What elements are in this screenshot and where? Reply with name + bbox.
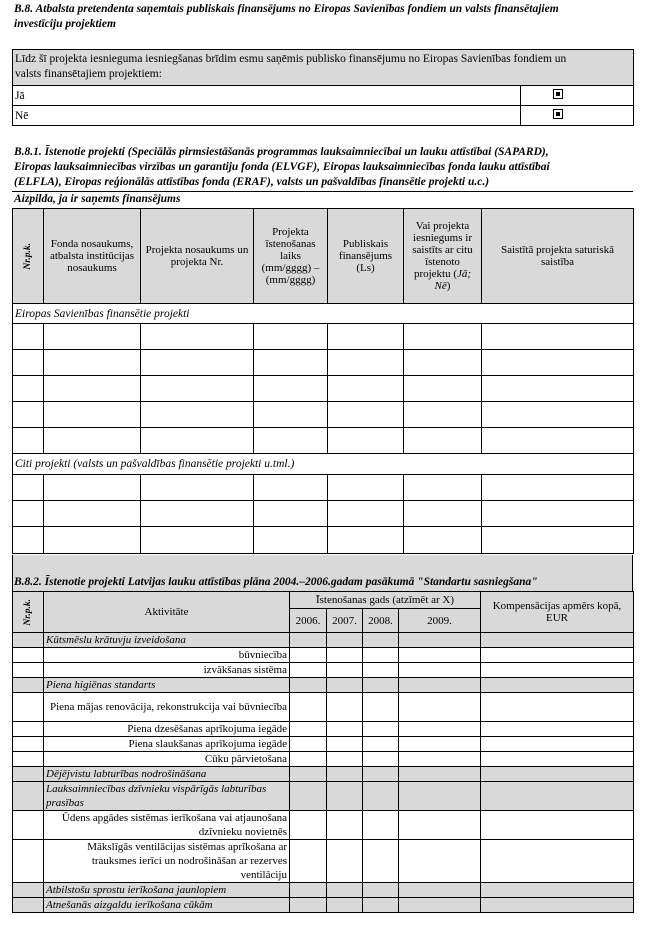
- b82-row-nr[interactable]: [13, 898, 44, 913]
- b82-item-label: Ūdens apgādes sistēmas ierīkošana vai atjaunošana dzīvnieku novietnēs: [44, 811, 290, 840]
- b81-other-cell[interactable]: [404, 527, 482, 554]
- b82-row: [13, 782, 634, 811]
- b82-col-years: Īstenošanas gads (atzīmēt ar X): [290, 592, 481, 609]
- b82-value-cell[interactable]: [327, 663, 363, 678]
- b82-row-nr[interactable]: [13, 678, 44, 693]
- b82-row-nr[interactable]: [13, 633, 44, 648]
- b82-section-label: Atnešanās aizgaldu ierīkošana cūkām: [44, 898, 290, 913]
- b82-value-cell[interactable]: [481, 752, 634, 767]
- b82-row: [13, 648, 634, 663]
- b82-value-cell[interactable]: [481, 883, 634, 898]
- b81-other-cell[interactable]: [254, 475, 328, 501]
- b81-other-cell[interactable]: [13, 475, 44, 501]
- b82-value-cell[interactable]: [327, 678, 363, 693]
- b82-value-cell[interactable]: [290, 752, 327, 767]
- b81-eu-cell[interactable]: [328, 350, 404, 376]
- b81-title-rule: [12, 191, 633, 192]
- b81-eu-cell[interactable]: [404, 376, 482, 402]
- b82-value-cell[interactable]: [363, 898, 399, 913]
- b82-value-cell[interactable]: [327, 840, 363, 883]
- b81-eu-cell[interactable]: [482, 428, 634, 454]
- b82-row: [13, 633, 634, 648]
- b82-row-nr[interactable]: [13, 782, 44, 811]
- b82-value-cell[interactable]: [481, 782, 634, 811]
- b81-eu-cell[interactable]: [482, 350, 634, 376]
- b82-item-label: izvākšanas sistēma: [44, 663, 290, 678]
- b82-value-cell[interactable]: [290, 811, 327, 840]
- b82-value-cell[interactable]: [481, 722, 634, 737]
- b82-section-label: Dējējvistu labturības nodrošināšana: [44, 767, 290, 782]
- b82-value-cell[interactable]: [481, 633, 634, 648]
- b82-value-cell[interactable]: [363, 663, 399, 678]
- b81-col-time: Projekta īstenošanas laiks (mm/gggg) – (mm/gggg): [254, 209, 328, 304]
- b81-eu-cell[interactable]: [44, 428, 141, 454]
- b81-eu-cell[interactable]: [141, 324, 254, 350]
- b81-eu-cell[interactable]: [328, 428, 404, 454]
- b81-other-cell[interactable]: [328, 527, 404, 554]
- b81-eu-cell[interactable]: [404, 324, 482, 350]
- b82-year-2006: 2006.: [290, 609, 327, 633]
- b81-eu-cell[interactable]: [13, 402, 44, 428]
- b82-value-cell[interactable]: [327, 898, 363, 913]
- b82-row-nr[interactable]: [13, 722, 44, 737]
- b82-row-nr[interactable]: [13, 883, 44, 898]
- b8-question: Līdz šī projekta iesnieguma iesniegšanas brīdim esmu saņēmis publisko finansējumu no Eiropas Savienības fondiem un valsts finansētajiem projektiem:: [13, 50, 634, 86]
- b82-col-nr: Nr.p.k.: [13, 592, 44, 633]
- b82-value-cell[interactable]: [363, 737, 399, 752]
- b82-value-cell[interactable]: [399, 811, 481, 840]
- b81-eu-cell[interactable]: [254, 402, 328, 428]
- b82-item-label: Piena slaukšanas aprīkojuma iegāde: [44, 737, 290, 752]
- b82-row-nr[interactable]: [13, 737, 44, 752]
- b82-value-cell[interactable]: [481, 693, 634, 722]
- b82-value-cell[interactable]: [290, 722, 327, 737]
- b81-eu-cell[interactable]: [13, 428, 44, 454]
- b82-value-cell[interactable]: [399, 678, 481, 693]
- b81-eu-cell[interactable]: [328, 402, 404, 428]
- b82-item-label: Cūku pārvietošana: [44, 752, 290, 767]
- b8-option-yes-label: Jā: [13, 86, 521, 106]
- b82-value-cell[interactable]: [290, 663, 327, 678]
- b81-col-nr: Nr.p.k.: [13, 209, 44, 304]
- b8-option-no-cell: [521, 106, 634, 126]
- b82-value-cell[interactable]: [327, 883, 363, 898]
- b82-value-cell[interactable]: [399, 722, 481, 737]
- b82-value-cell[interactable]: [481, 648, 634, 663]
- b82-row: [13, 693, 634, 722]
- b82-value-cell[interactable]: [399, 737, 481, 752]
- b82-value-cell[interactable]: [481, 898, 634, 913]
- b81-eu-cell[interactable]: [44, 376, 141, 402]
- b82-row: [13, 722, 634, 737]
- b81-other-cell[interactable]: [482, 501, 634, 527]
- b81-other-cell[interactable]: [141, 475, 254, 501]
- b82-value-cell[interactable]: [399, 883, 481, 898]
- b81-eu-row: [13, 428, 634, 454]
- b81-other-cell[interactable]: [482, 527, 634, 554]
- b82-year-2008: 2008.: [363, 609, 399, 633]
- b81-other-cell[interactable]: [44, 501, 141, 527]
- b82-value-cell[interactable]: [481, 678, 634, 693]
- b82-value-cell[interactable]: [399, 752, 481, 767]
- b82-value-cell[interactable]: [327, 767, 363, 782]
- b82-row-nr[interactable]: [13, 767, 44, 782]
- b82-value-cell[interactable]: [327, 782, 363, 811]
- b82-row-nr[interactable]: [13, 648, 44, 663]
- b81-eu-cell[interactable]: [141, 428, 254, 454]
- b8-option-yes-cell: [521, 86, 634, 106]
- b82-value-cell[interactable]: [363, 883, 399, 898]
- b81-eu-cell[interactable]: [13, 376, 44, 402]
- b82-value-cell[interactable]: [363, 752, 399, 767]
- b81-other-cell[interactable]: [404, 475, 482, 501]
- b81-eu-cell[interactable]: [141, 350, 254, 376]
- b82-value-cell[interactable]: [290, 648, 327, 663]
- b82-value-cell[interactable]: [290, 678, 327, 693]
- b81-other-row: [13, 527, 634, 554]
- b82-item-label: būvniecība: [44, 648, 290, 663]
- b82-row: [13, 663, 634, 678]
- b82-value-cell[interactable]: [290, 898, 327, 913]
- b82-value-cell[interactable]: [327, 811, 363, 840]
- b81-section-eu: Eiropas Savienības finansētie projekti: [13, 304, 634, 324]
- b81-other-cell[interactable]: [328, 501, 404, 527]
- b82-row-nr[interactable]: [13, 811, 44, 840]
- b82-value-cell[interactable]: [399, 898, 481, 913]
- b82-value-cell[interactable]: [363, 811, 399, 840]
- b8-option-no-label: Nē: [13, 106, 521, 126]
- b82-value-cell[interactable]: [481, 663, 634, 678]
- b82-value-cell[interactable]: [363, 840, 399, 883]
- b82-col-activity: Aktivitāte: [44, 592, 290, 633]
- b81-other-cell[interactable]: [44, 527, 141, 554]
- b82-value-cell[interactable]: [363, 767, 399, 782]
- b82-year-2007: 2007.: [327, 609, 363, 633]
- b82-value-cell[interactable]: [363, 633, 399, 648]
- b81-eu-cell[interactable]: [328, 324, 404, 350]
- b82-value-cell[interactable]: [481, 737, 634, 752]
- b82-item-label: Piena mājas renovācija, rekonstrukcija vai būvniecība: [44, 693, 290, 722]
- b82-value-cell[interactable]: [290, 693, 327, 722]
- b82-row-nr[interactable]: [13, 663, 44, 678]
- b81-eu-row: [13, 402, 634, 428]
- b82-value-cell[interactable]: [327, 752, 363, 767]
- b82-value-cell[interactable]: [399, 693, 481, 722]
- b81-eu-cell[interactable]: [13, 324, 44, 350]
- b81-other-cell[interactable]: [328, 475, 404, 501]
- b82-value-cell[interactable]: [399, 633, 481, 648]
- b81-eu-cell[interactable]: [13, 350, 44, 376]
- b81-eu-cell[interactable]: [141, 402, 254, 428]
- b8-title-line1: B.8. Atbalsta pretendenta saņemtais publiskais finansējums no Eiropas Savienības fondiem un valsts finansētajiem: [14, 3, 559, 15]
- b82-value-cell[interactable]: [481, 811, 634, 840]
- b82-row: [13, 898, 634, 913]
- b81-other-row: [13, 501, 634, 527]
- b81-col-project: Projekta nosaukums un projekta Nr.: [141, 209, 254, 304]
- b82-row-nr[interactable]: [13, 840, 44, 883]
- b8-title-line2: investīciju projektiem: [14, 18, 116, 30]
- b82-value-cell[interactable]: [327, 722, 363, 737]
- b81-other-cell[interactable]: [13, 527, 44, 554]
- b81-other-cell[interactable]: [141, 527, 254, 554]
- b81-section-other: Citi projekti (valsts un pašvaldības finansētie projekti u.tml.): [13, 454, 634, 475]
- b82-section-label: Lauksaimniecības dzīvnieku vispārīgās labturības prasības: [44, 782, 290, 811]
- b82-value-cell[interactable]: [290, 883, 327, 898]
- b82-year-2009: 2009.: [399, 609, 481, 633]
- b82-value-cell[interactable]: [327, 633, 363, 648]
- b82-title: B.8.2. Īstenotie projekti Latvijas lauku attīstības plāna 2004.–2006.gadam pasākumā "Standartu sasniegšana": [14, 576, 538, 588]
- b82-value-cell[interactable]: [327, 693, 363, 722]
- b81-eu-cell[interactable]: [44, 324, 141, 350]
- b82-item-label: Piena dzesēšanas aprīkojuma iegāde: [44, 722, 290, 737]
- b81-eu-cell[interactable]: [482, 402, 634, 428]
- b81-eu-row: [13, 350, 634, 376]
- b81-col-funding: Publiskais finansējums (Ls): [328, 209, 404, 304]
- b82-value-cell[interactable]: [290, 633, 327, 648]
- b81-other-cell[interactable]: [482, 475, 634, 501]
- b81-other-cell[interactable]: [141, 501, 254, 527]
- checkbox-yes[interactable]: [553, 89, 563, 99]
- b81-eu-cell[interactable]: [254, 324, 328, 350]
- b82-row: [13, 767, 634, 782]
- b81-title: B.8.1. Īstenotie projekti (Speciālās pirmsiestāšanās programmas lauksaimniecībai un lauku attīstībai (SAPARD), Eiropas lauksaimniecības virzības un garantiju fonda (ELVGF), Eiropas lauksaimniecības fonda lauku attīstībai (ELFLA), Eiropas reģionālās attīstības fonda (ERAF), valsts un pašvaldības finansētie projekti u.c.): [14, 146, 550, 188]
- b82-row-nr[interactable]: [13, 752, 44, 767]
- b82-value-cell[interactable]: [363, 693, 399, 722]
- b81-eu-cell[interactable]: [482, 376, 634, 402]
- b81-table: [12, 208, 634, 554]
- b82-value-cell[interactable]: [399, 840, 481, 883]
- checkbox-no[interactable]: [553, 109, 563, 119]
- b82-value-cell[interactable]: [290, 767, 327, 782]
- b82-section-label: Kūtsmēslu krātuvju izveidošana: [44, 633, 290, 648]
- b82-item-label: Mākslīgās ventilācijas sistēmas aprīkošana ar trauksmes ierīci un nodrošināšan ar rezerves ventilāciju: [44, 840, 290, 883]
- b81-eu-row: [13, 376, 634, 402]
- b81-fill-note: Aizpilda, ja ir saņemts finansējums: [14, 193, 181, 205]
- b82-row: [13, 840, 634, 883]
- b82-row: [13, 678, 634, 693]
- b82-value-cell[interactable]: [481, 767, 634, 782]
- b82-value-cell[interactable]: [363, 722, 399, 737]
- b82-value-cell[interactable]: [399, 782, 481, 811]
- b82-value-cell[interactable]: [363, 782, 399, 811]
- b82-table: [12, 591, 634, 913]
- b82-value-cell[interactable]: [363, 678, 399, 693]
- b81-eu-cell[interactable]: [44, 350, 141, 376]
- b81-eu-cell[interactable]: [404, 402, 482, 428]
- b81-eu-cell[interactable]: [44, 402, 141, 428]
- b81-eu-cell[interactable]: [254, 350, 328, 376]
- b81-other-cell[interactable]: [404, 501, 482, 527]
- b81-other-row: [13, 475, 634, 501]
- b82-row: [13, 811, 634, 840]
- b82-row-nr[interactable]: [13, 693, 44, 722]
- b82-value-cell[interactable]: [327, 737, 363, 752]
- b82-value-cell[interactable]: [290, 840, 327, 883]
- b81-eu-cell[interactable]: [404, 428, 482, 454]
- b81-eu-row: [13, 324, 634, 350]
- b81-col-link: Vai projekta iesniegums ir saistīts ar citu īstenoto projektu (Jā; Nē): [404, 209, 482, 304]
- b81-other-cell[interactable]: [44, 475, 141, 501]
- b81-eu-cell[interactable]: [482, 324, 634, 350]
- b82-row: [13, 883, 634, 898]
- b82-row: [13, 737, 634, 752]
- b81-other-cell[interactable]: [13, 501, 44, 527]
- b82-value-cell[interactable]: [481, 840, 634, 883]
- b82-value-cell[interactable]: [290, 782, 327, 811]
- b82-section-label: Atbilstošu sprostu ierīkošana jaunlopiem: [44, 883, 290, 898]
- b81-col-content: Saistītā projekta saturiskā saistība: [482, 209, 634, 304]
- b81-eu-cell[interactable]: [141, 376, 254, 402]
- b81-col-fund: Fonda nosaukums, atbalsta institūcijas nosaukums: [44, 209, 141, 304]
- b81-other-cell[interactable]: [254, 501, 328, 527]
- b8-table: [12, 49, 634, 126]
- b82-value-cell[interactable]: [363, 648, 399, 663]
- b81-eu-cell[interactable]: [328, 376, 404, 402]
- b82-value-cell[interactable]: [399, 767, 481, 782]
- b81-eu-cell[interactable]: [254, 428, 328, 454]
- b81-other-cell[interactable]: [254, 527, 328, 554]
- b8-title: [14, 2, 634, 32]
- b82-row: [13, 752, 634, 767]
- b82-col-comp: Kompensācijas apmērs kopā, EUR: [481, 592, 634, 633]
- b81-eu-cell[interactable]: [404, 350, 482, 376]
- b81-eu-cell[interactable]: [254, 376, 328, 402]
- b82-value-cell[interactable]: [399, 663, 481, 678]
- b82-section-label: Piena higiēnas standarts: [44, 678, 290, 693]
- b82-value-cell[interactable]: [290, 737, 327, 752]
- b82-value-cell[interactable]: [399, 648, 481, 663]
- b82-value-cell[interactable]: [327, 648, 363, 663]
